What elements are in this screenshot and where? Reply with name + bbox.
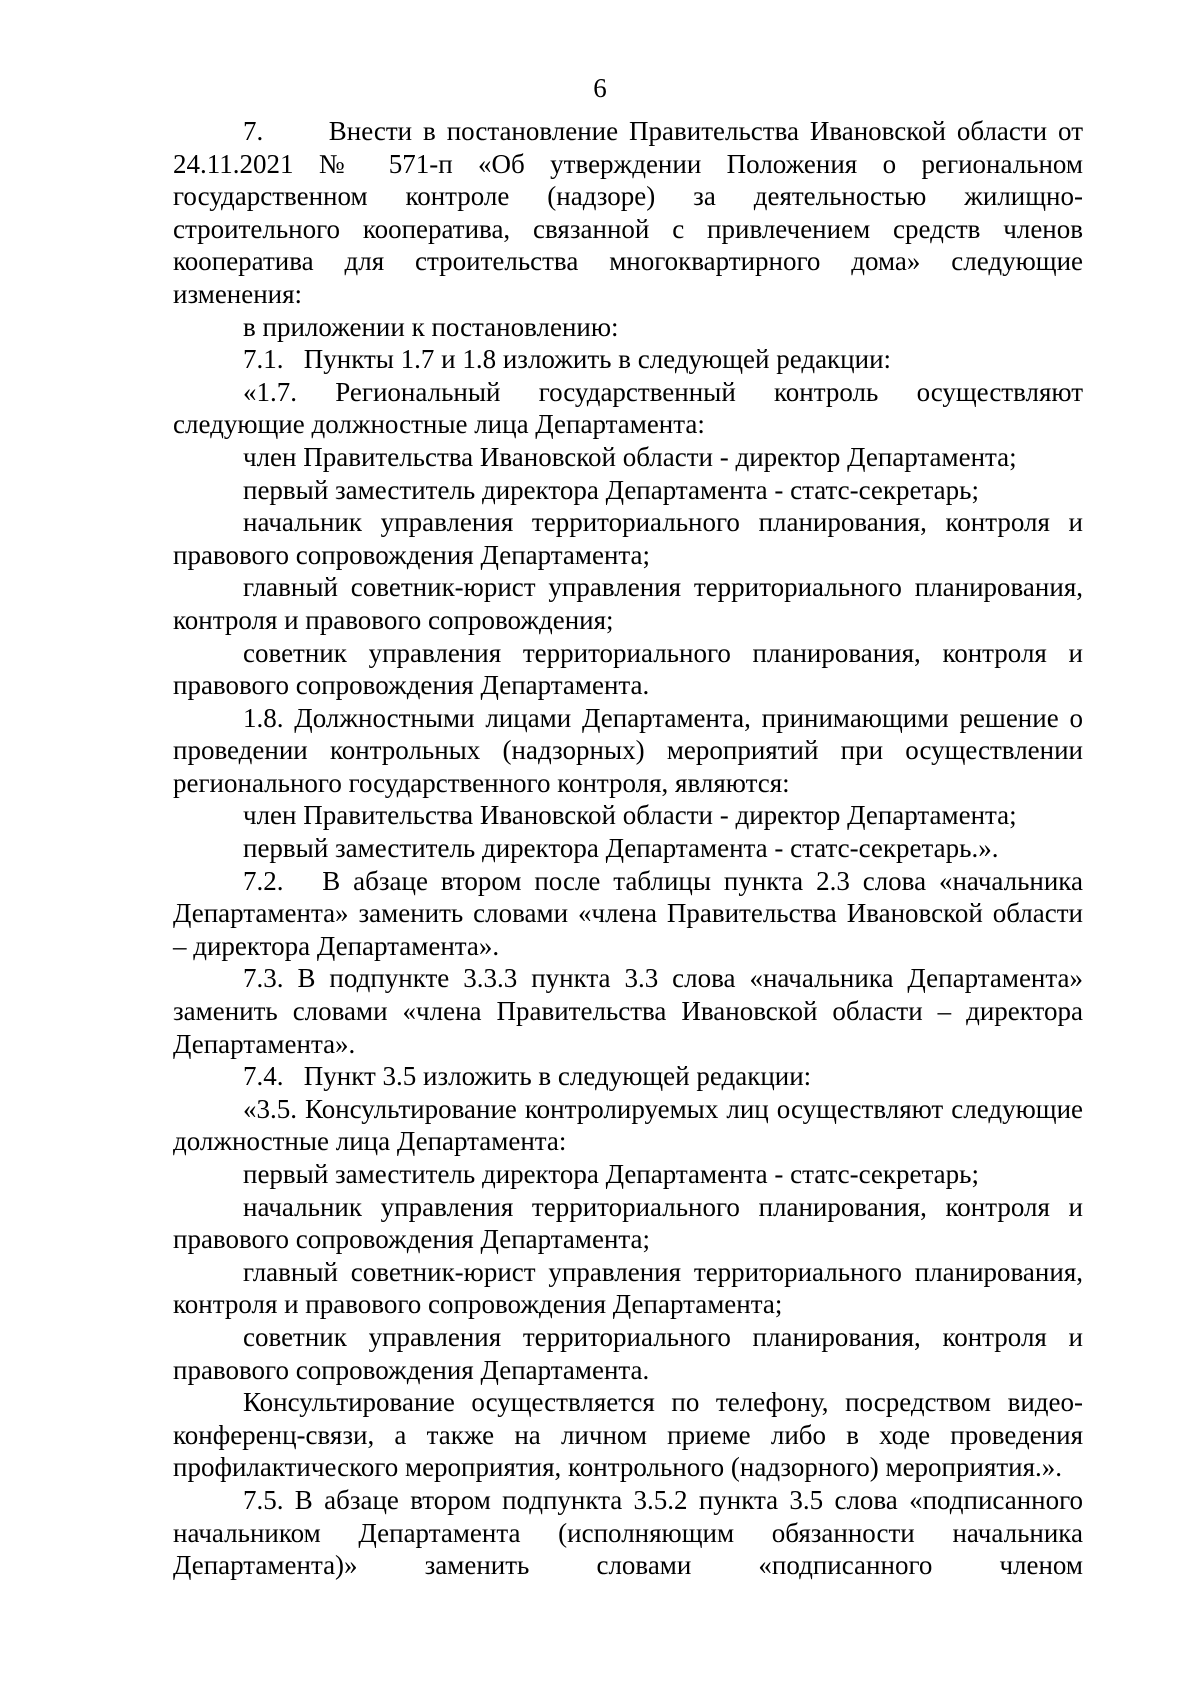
paragraph-list-entry: член Правительства Ивановской области - директор Департамента; — [243, 800, 1017, 831]
paragraph-list-entry: советник управления территориального планирования, контроля и правового сопровождения Департамента. — [173, 1321, 1083, 1385]
paragraph-item-7-4: 7.4. Пункт 3.5 изложить в следующей редакции: — [243, 1061, 812, 1092]
paragraph-list-entry: первый заместитель директора Департамента - статс-секретарь; — [243, 1159, 979, 1189]
paragraph-consultation: Консультирование осуществляется по телефону, посредством видео-конференц-связи, а также на личном приеме либо в ходе проведения профилактического мероприятия, контрольного (надзорного) мероприятия.». — [173, 1387, 1083, 1483]
paragraph-list-entry: главный советник-юрист управления территориального планирования, контроля и правового сопровождения; — [173, 572, 1083, 635]
paragraph-list-entry: первый заместитель директора Департамента - статс-секретарь; — [243, 474, 979, 505]
paragraph-clause-1-7: «1.7. Региональный государственный контроль осуществляют следующие должностные лица Департамента: — [173, 376, 1083, 440]
paragraph-item-7-1: 7.1. Пункты 1.7 и 1.8 изложить в следующей редакции: — [243, 344, 892, 375]
paragraph-clause-1-8: 1.8. Должностными лицами Департамента, принимающими решение о проведении контрольных (надзорных) мероприятий при осуществлении регионального государственного контроля, являются: — [173, 702, 1083, 798]
document-body — [173, 115, 1083, 1582]
paragraph-item-7-3: 7.3. В подпункте 3.3.3 пункта 3.3 слова «начальника Департамента» заменить словами «члена Правительства Ивановской области – директора Департамента». — [173, 963, 1083, 1059]
paragraph-list-entry: советник управления территориального планирования, контроля и правового сопровождения Департамента. — [173, 637, 1083, 701]
paragraph-list-entry: начальник управления территориального планирования, контроля и правового сопровождения Департамента; — [173, 507, 1083, 570]
page-number: 6 — [593, 73, 607, 103]
paragraph-item-7-5: 7.5. В абзаце втором подпункта 3.5.2 пункта 3.5 слова «подписанного начальником Департамента (исполняющим обязанности начальника Департамента)» заменить словами «подписанного членом — [173, 1484, 1083, 1581]
paragraph-item-7: 7. Внести в постановление Правительства Ивановской области от 24.11.2021 № 571-п «Об утверждении Положения о региональном государственном контроле (надзоре) за деятельностью жилищно-строительного кооператива, связанной с привлечением средств членов кооператива для строительства многоквартирного дома» следующие изменения: — [173, 116, 1083, 309]
paragraph-in-appendix: в приложении к постановлению: — [243, 311, 619, 342]
paragraph-list-entry: главный советник-юрист управления территориального планирования, контроля и правового сопровождения Департамента; — [173, 1256, 1083, 1320]
paragraph-clause-3-5: «3.5. Консультирование контролируемых лиц осуществляют следующие должностные лица Департамента: — [173, 1093, 1083, 1157]
paragraph-list-entry: начальник управления территориального планирования, контроля и правового сопровождения Департамента; — [173, 1191, 1083, 1255]
paragraph-item-7-2: 7.2. В абзаце втором после таблицы пункта 2.3 слова «начальника Департамента» заменить словами «члена Правительства Ивановской области – директора Департамента». — [173, 865, 1083, 961]
paragraph-list-entry: член Правительства Ивановской области - директор Департамента; — [243, 441, 1017, 472]
paragraph-list-entry: первый заместитель директора Департамента - статс-секретарь.». — [243, 833, 999, 864]
